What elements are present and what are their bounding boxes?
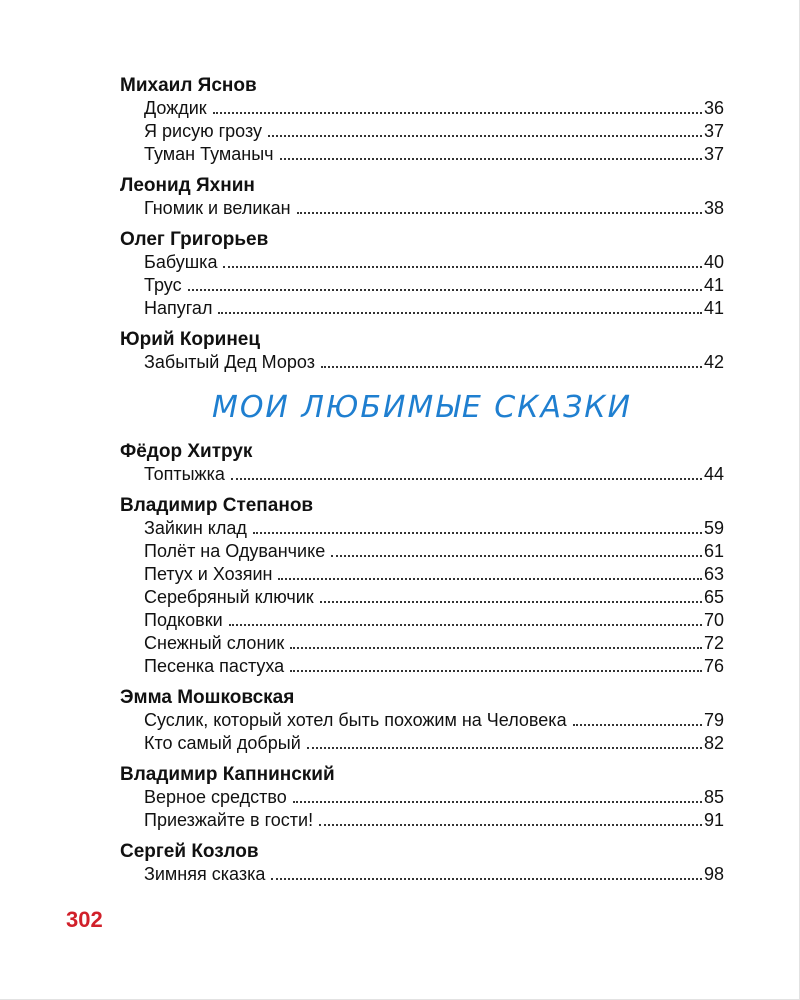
toc-entry[interactable] [144,732,724,755]
entry-title: Зимняя сказка [144,864,266,884]
dot-leader [280,158,702,160]
toc-group-poems [120,74,724,374]
entry-title: Суслик, который хотел быть похожим на Человека [144,710,567,730]
dot-leader [320,601,702,603]
entry-page-number: 41 [703,298,724,318]
author-block [120,440,724,486]
author-block [120,174,724,220]
dot-leader [290,647,702,649]
section-heading: МОИ ЛЮБИМЫЕ СКАЗКИ [211,390,633,425]
dot-leader [253,532,702,534]
toc-entry[interactable] [144,809,724,832]
toc-entry[interactable] [144,540,724,563]
entry-page-number: 85 [703,787,724,807]
toc-group-tales [120,440,724,886]
toc-entry[interactable] [144,863,724,886]
entry-title: Туман Туманыч [144,144,274,164]
dot-leader [297,212,702,214]
entry-page-number: 59 [703,518,724,538]
entry-title: Петух и Хозяин [144,564,273,584]
toc-entry[interactable] [144,517,724,540]
entry-page-number: 41 [703,275,724,295]
entry-title: Бабушка [144,252,218,272]
entry-page-number: 42 [703,352,724,372]
author-block [120,328,724,374]
dot-leader [307,747,702,749]
author-block [120,763,724,832]
dot-leader [231,478,702,480]
entry-page-number: 63 [703,564,724,584]
dot-leader [223,266,702,268]
entry-page-number: 91 [703,810,724,830]
entry-page-number: 65 [703,587,724,607]
toc-entry[interactable] [144,563,724,586]
toc-entry[interactable] [144,197,724,220]
entry-title: Трус [144,275,182,295]
dot-leader [271,878,702,880]
toc-entry[interactable] [144,609,724,632]
dot-leader [188,289,702,291]
author-name: Олег Григорьев [120,229,269,250]
entry-page-number: 40 [703,252,724,272]
dot-leader [278,578,702,580]
author-block [120,686,724,755]
author-block [120,74,724,166]
dot-leader [573,724,702,726]
entry-page-number: 37 [703,121,724,141]
entry-page-number: 36 [703,98,724,118]
entry-page-number: 82 [703,733,724,753]
entry-page-number: 72 [703,633,724,653]
toc-entry[interactable] [144,709,724,732]
toc-entry[interactable] [144,632,724,655]
toc-entry[interactable] [144,297,724,320]
author-name: Эмма Мошковская [120,687,295,708]
toc-entry[interactable] [144,143,724,166]
dot-leader [321,366,702,368]
toc-entry[interactable] [144,586,724,609]
table-of-contents [120,74,724,894]
entry-title: Приезжайте в гости! [144,810,314,830]
author-name: Владимир Капнинский [120,764,335,785]
entry-title: Верное средство [144,787,287,807]
author-block [120,228,724,320]
entry-title: Серебряный ключик [144,587,314,607]
dot-leader [319,824,702,826]
entry-page-number: 38 [703,198,724,218]
entry-page-number: 44 [703,464,724,484]
dot-leader [268,135,702,137]
entry-page-number: 37 [703,144,724,164]
toc-entry[interactable] [144,786,724,809]
entry-title: Зайкин клад [144,518,247,538]
toc-entry[interactable] [144,274,724,297]
dot-leader [218,312,702,314]
entry-title: Забытый Дед Мороз [144,352,315,372]
entry-title: Топтыжка [144,464,225,484]
entry-title: Напугал [144,298,213,318]
dot-leader [290,670,702,672]
toc-entry[interactable] [144,655,724,678]
author-name: Владимир Степанов [120,495,314,516]
toc-entry[interactable] [144,97,724,120]
entry-title: Подковки [144,610,223,630]
author-name: Фёдор Хитрук [120,441,253,462]
toc-entry[interactable] [144,120,724,143]
author-block [120,494,724,678]
author-name: Михаил Яснов [120,75,257,96]
entry-title: Песенка пастуха [144,656,285,676]
entry-title: Я рисую грозу [144,121,263,141]
entry-title: Кто самый добрый [144,733,301,753]
toc-entry[interactable] [144,463,724,486]
toc-entry[interactable] [144,251,724,274]
dot-leader [213,112,702,114]
dot-leader [293,801,702,803]
page-number: 302 [66,907,103,932]
entry-page-number: 98 [703,864,724,884]
entry-page-number: 70 [703,610,724,630]
entry-title: Снежный слоник [144,633,285,653]
entry-page-number: 61 [703,541,724,561]
entry-page-number: 79 [703,710,724,730]
dot-leader [331,555,702,557]
entry-title: Дождик [144,98,207,118]
author-name: Юрий Коринец [120,329,261,350]
author-name: Леонид Яхнин [120,175,255,196]
author-name: Сергей Козлов [120,841,259,862]
entry-title: Гномик и великан [144,198,291,218]
dot-leader [229,624,702,626]
author-block [120,840,724,886]
entry-page-number: 76 [703,656,724,676]
entry-title: Полёт на Одуванчике [144,541,326,561]
toc-entry[interactable] [144,351,724,374]
